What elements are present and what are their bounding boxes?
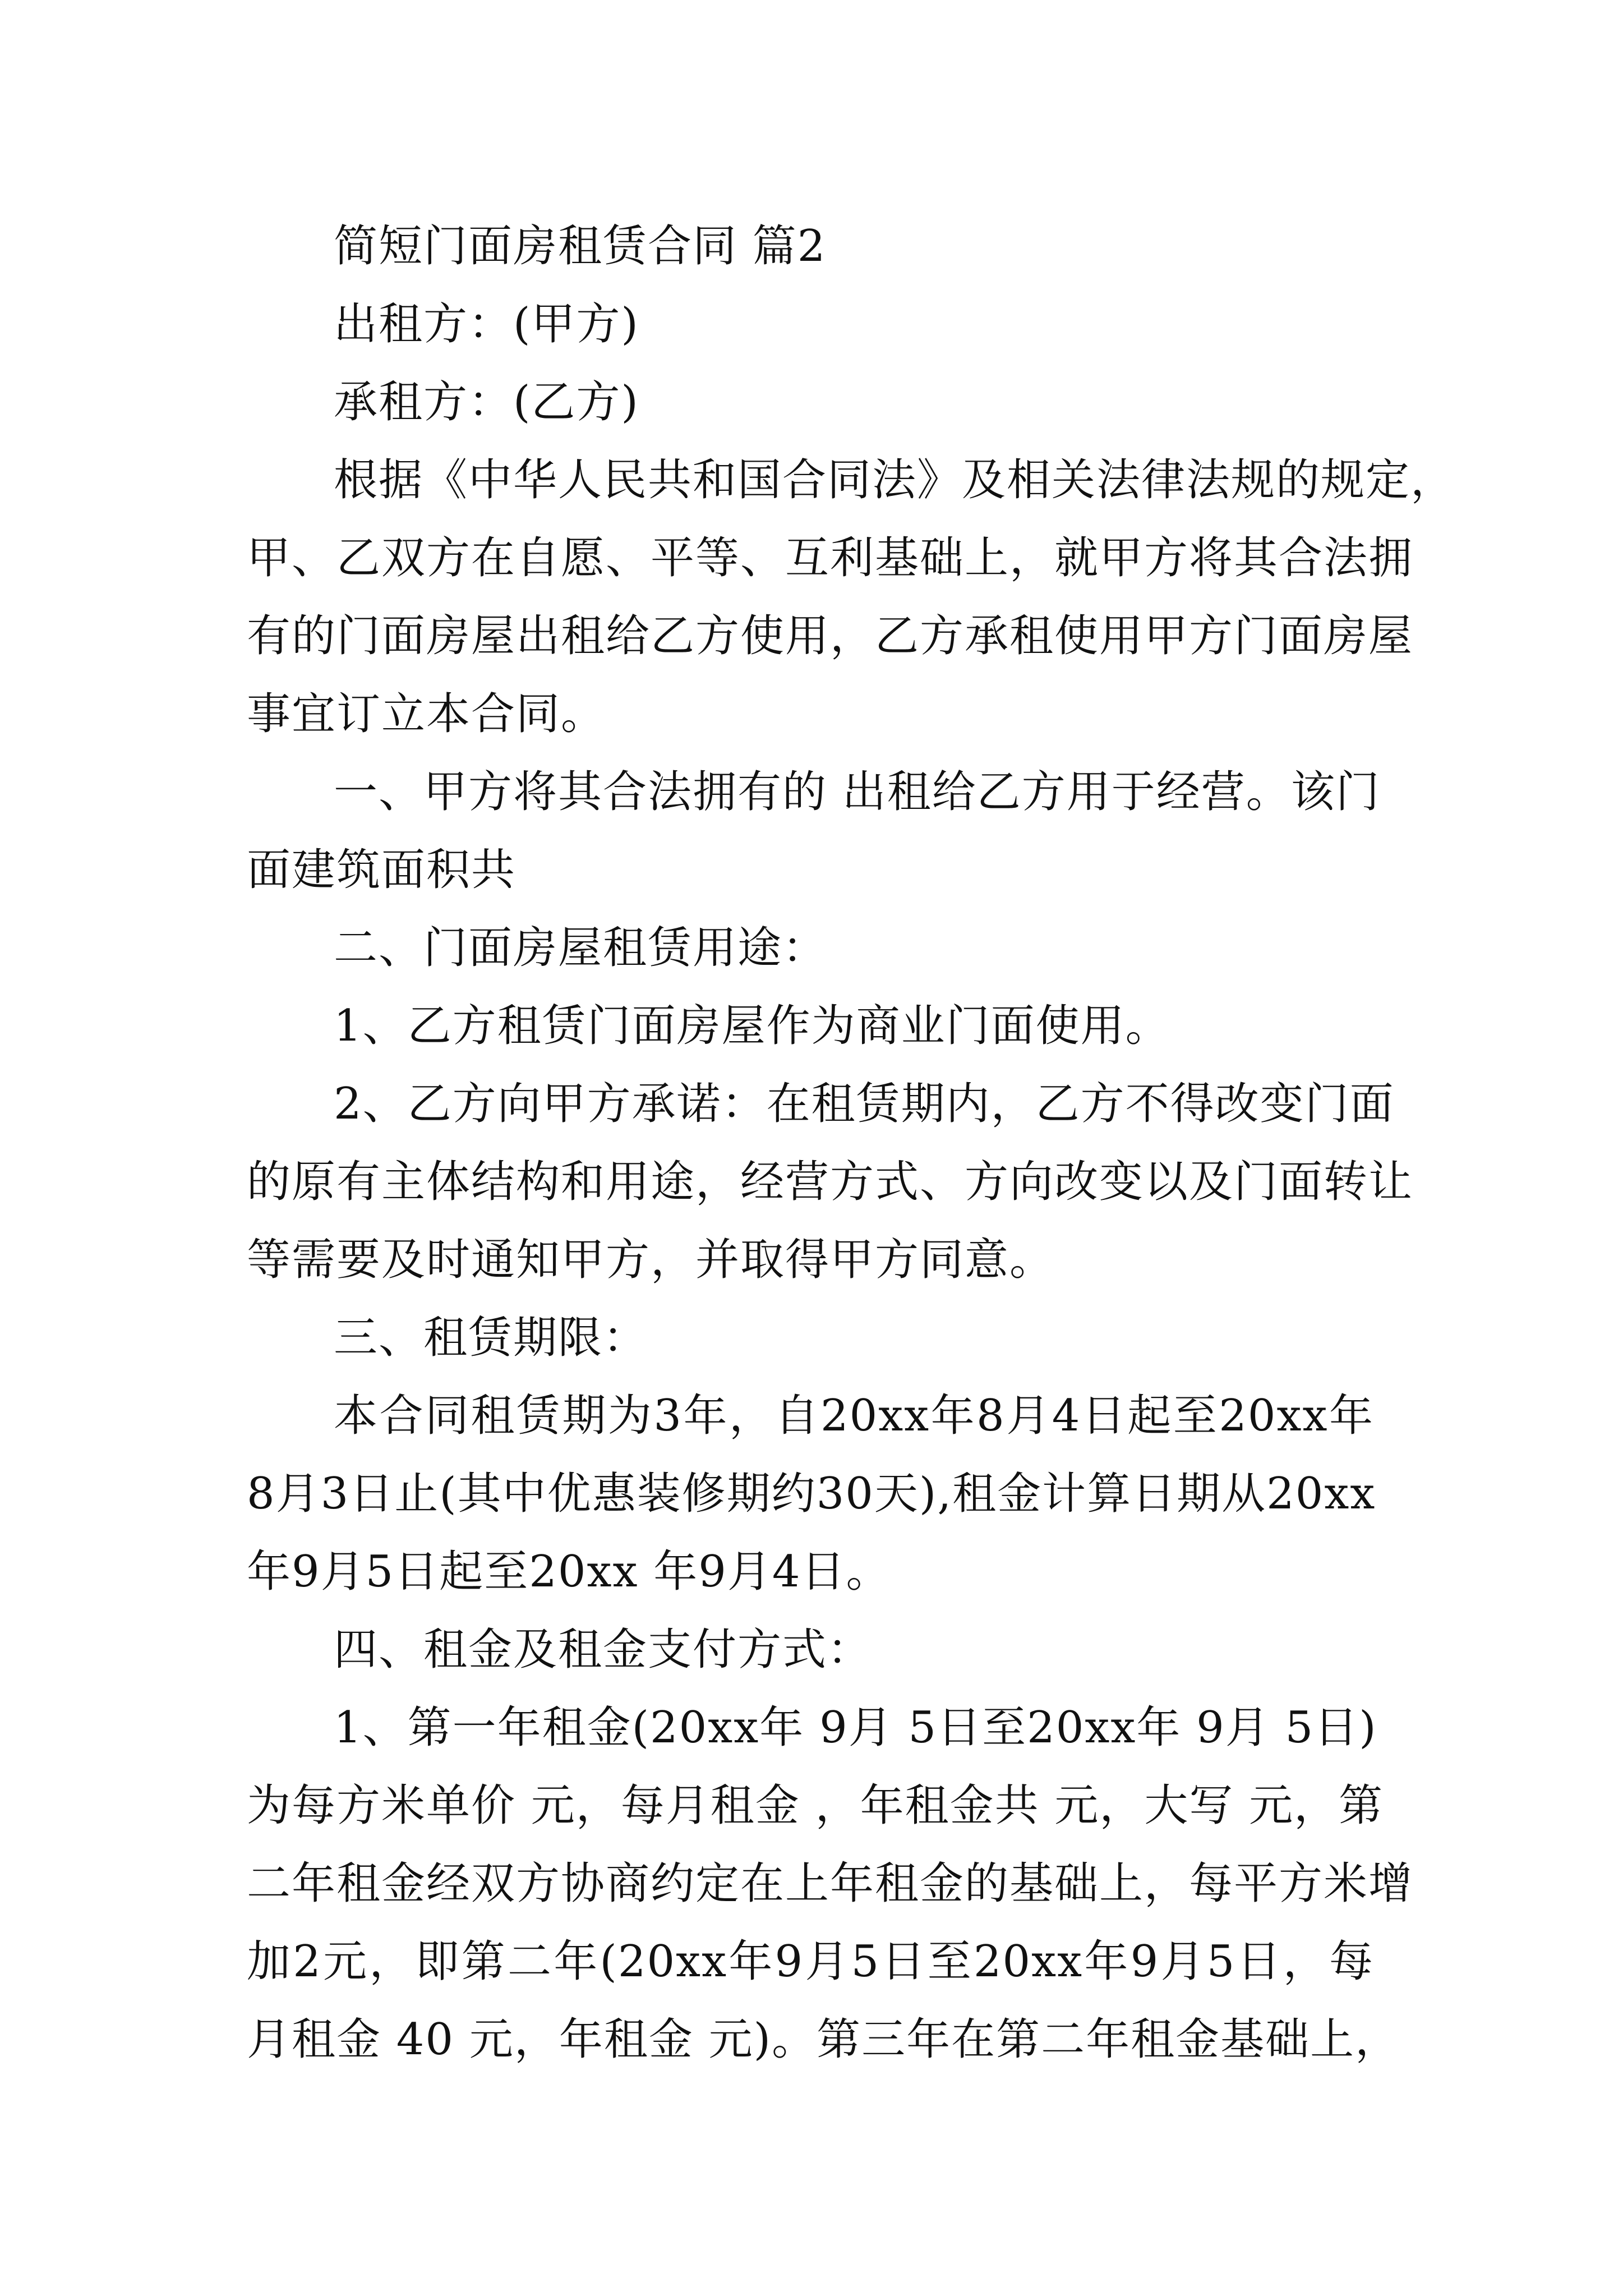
contract-text-line: 本合同租赁期为3年，自20xx年8月4日起至20xx年 bbox=[334, 1391, 1374, 1441]
contract-text-line: 月租金 40 元，年租金 元)。第三年在第二年租金基础上， bbox=[247, 2014, 1400, 2065]
document-title: 简短门面房租赁合同 篇2 bbox=[334, 221, 827, 272]
contract-text-line: 二年租金经双方协商约定在上年租金的基础上，每平方米增 bbox=[247, 1858, 1414, 1909]
contract-text-line: 根据《中华人民共和国合同法》及相关法律法规的规定， bbox=[334, 455, 1456, 505]
contract-text-line: 等需要及时通知甲方，并取得甲方同意。 bbox=[247, 1235, 1055, 1285]
contract-text-line: 的原有主体结构和用途，经营方式、方向改变以及门面转让 bbox=[247, 1157, 1414, 1207]
contract-text bbox=[247, 441, 1456, 2079]
contract-text-line: 面建筑面积共 bbox=[247, 845, 517, 895]
contract-text-line: 甲、乙双方在自愿、平等、互利基础上，就甲方将其合法拥 bbox=[247, 533, 1414, 583]
contract-text-line: 二、门面房屋租赁用途： bbox=[334, 923, 828, 973]
lessor-line: 出租方：(甲方) bbox=[334, 299, 639, 349]
contract-text-line: 四、租金及租金支付方式： bbox=[334, 1625, 873, 1675]
contract-text-line: 2、乙方向甲方承诺：在租赁期内，乙方不得改变门面 bbox=[334, 1079, 1395, 1129]
contract-text-line: 年9月5日起至20xx 年9月4日。 bbox=[247, 1547, 891, 1597]
contract-text-line: 一、甲方将其合法拥有的 出租给乙方用于经营。该门 bbox=[334, 767, 1381, 817]
contract-text-line: 8月3日止(其中优惠装修期约30天),租金计算日期从20xx bbox=[247, 1469, 1376, 1519]
contract-text-line: 为每方米单价 元，每月租金 ，年租金共 元，大写 元，第 bbox=[247, 1780, 1384, 1831]
contract-text-line: 三、租赁期限： bbox=[334, 1313, 648, 1363]
contract-body bbox=[247, 208, 1456, 2079]
contract-text-line: 1、第一年租金(20xx年 9月 5日至20xx年 9月 5日) bbox=[334, 1703, 1377, 1753]
contract-text-line: 加2元，即第二年(20xx年9月5日至20xx年9月5日，每 bbox=[247, 1936, 1374, 1987]
lessee-line: 承租方：(乙方) bbox=[334, 377, 639, 427]
contract-text-line: 1、乙方租赁门面房屋作为商业门面使用。 bbox=[334, 1001, 1170, 1051]
contract-text-line: 有的门面房屋出租给乙方使用，乙方承租使用甲方门面房屋 bbox=[247, 611, 1414, 661]
contract-text-line: 事宜订立本合同。 bbox=[247, 689, 606, 739]
